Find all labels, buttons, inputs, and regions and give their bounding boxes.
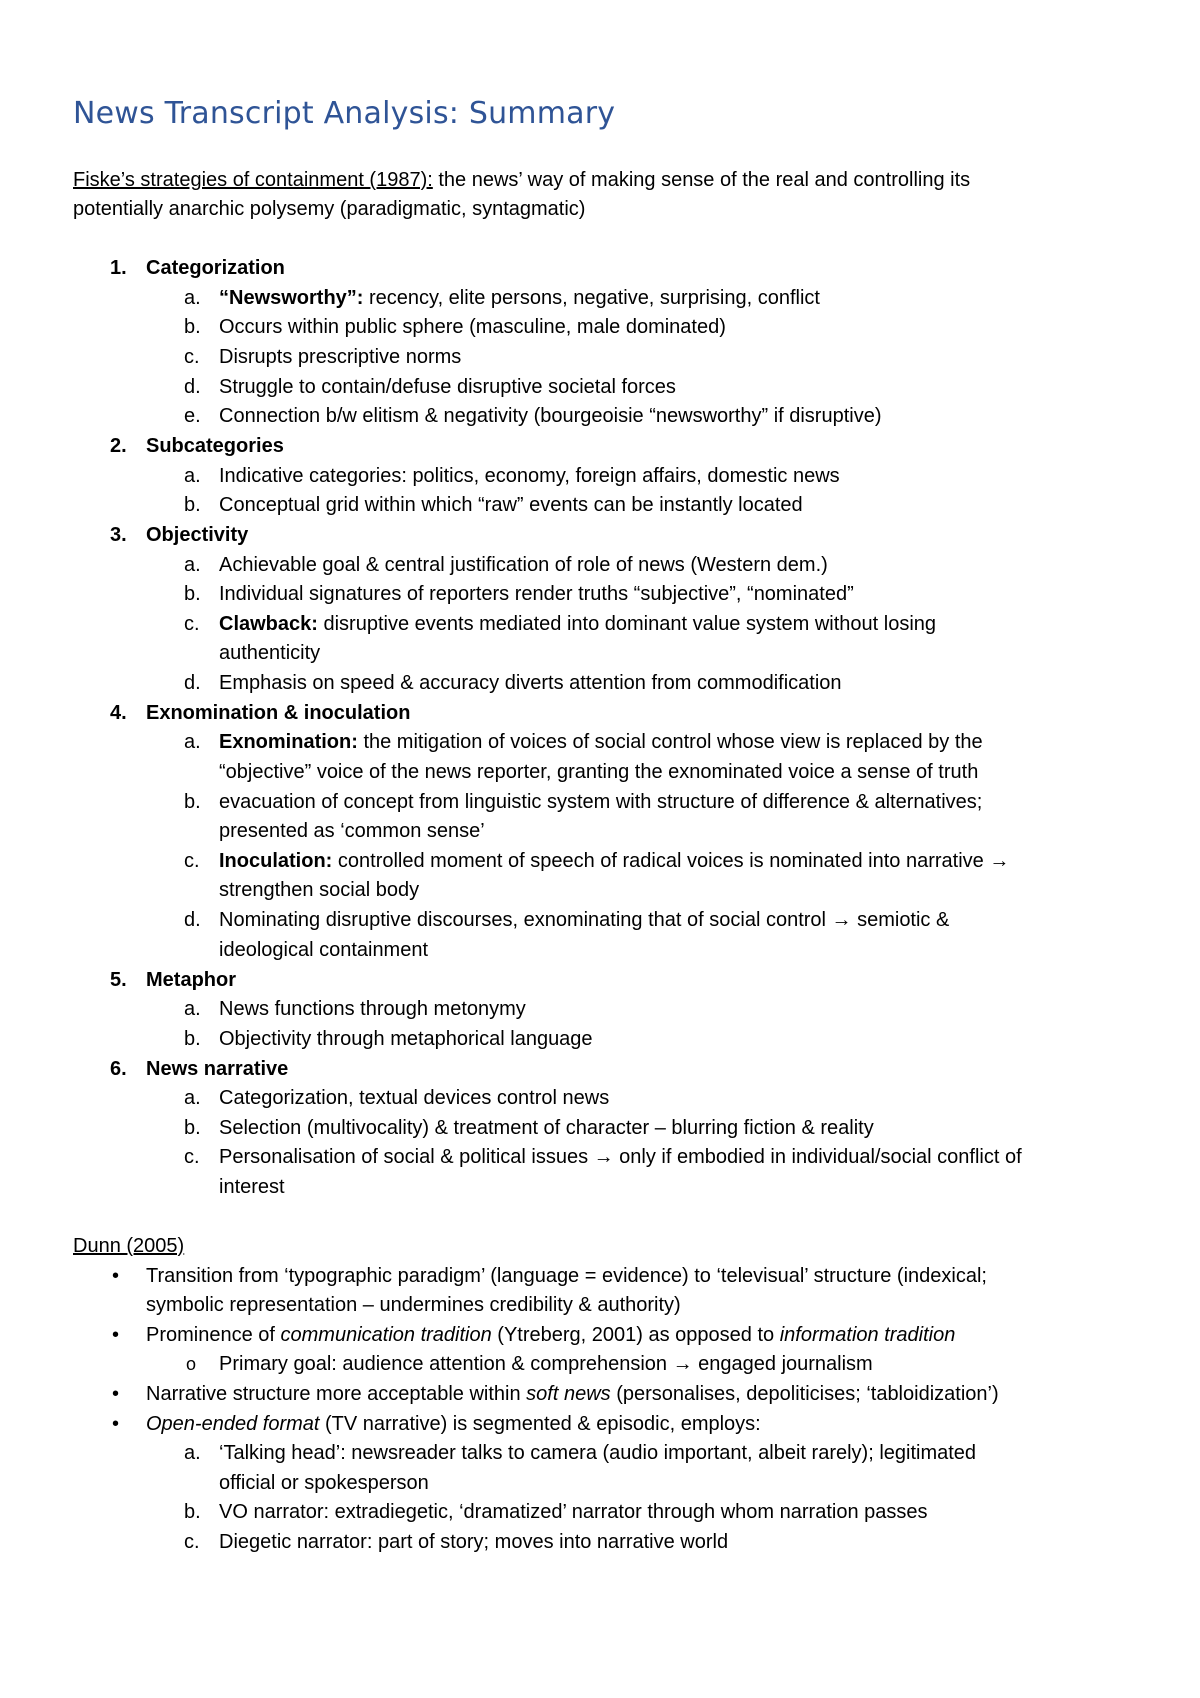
bullet-emphasis: communication tradition — [280, 1324, 492, 1346]
list-item — [219, 612, 936, 636]
item-marker: c. — [184, 1146, 200, 1168]
list-item-cont: ideological containment — [219, 939, 429, 961]
list-item-cont: authenticity — [219, 642, 321, 664]
fiske-intro-text: the news’ way of making sense of the real and controlling its — [432, 169, 971, 191]
item-marker: a. — [184, 1087, 201, 1109]
list-item-cont: interest — [219, 1176, 285, 1198]
item-marker: a. — [184, 465, 201, 487]
list-item: Nominating disruptive discourses, exnominating that of social control → semiotic & — [219, 909, 950, 931]
item-marker: d. — [184, 909, 201, 931]
list-item: Indicative categories: politics, economy, foreign affairs, domestic news — [219, 465, 840, 487]
list-item: Selection (multivocality) & treatment of character – blurring fiction & reality — [219, 1117, 874, 1139]
section-title: Subcategories — [146, 435, 284, 457]
section-number: 6. — [110, 1058, 127, 1080]
list-item: Categorization, textual devices control news — [219, 1087, 610, 1109]
section-title: Objectivity — [146, 524, 249, 546]
section-title: Categorization — [146, 257, 285, 279]
list-item — [219, 286, 820, 310]
item-text: disruptive events mediated into dominant value system without losing — [317, 613, 937, 635]
section-title: News narrative — [146, 1058, 289, 1080]
list-item: Individual signatures of reporters render truths “subjective”, “nominated” — [219, 583, 854, 605]
sub-bullet-item: Primary goal: audience attention & comprehension → engaged journalism — [219, 1353, 873, 1375]
bullet-item-cont: symbolic representation – undermines credibility & authority) — [146, 1294, 681, 1316]
page-title: News Transcript Analysis: Summary — [73, 96, 616, 131]
fiske-heading: Fiske’s strategies of containment (1987): — [73, 169, 433, 191]
list-item-cont: strengthen social body — [219, 879, 420, 901]
list-item-cont: presented as ‘common sense’ — [219, 820, 485, 842]
item-lead: Clawback: — [219, 613, 318, 635]
bullet-emphasis: Open-ended format — [146, 1413, 320, 1435]
list-item: Conceptual grid within which “raw” events can be instantly located — [219, 494, 803, 516]
list-item: Emphasis on speed & accuracy diverts attention from commodification — [219, 672, 842, 694]
fiske-intro — [73, 168, 970, 192]
section-title: Exnomination & inoculation — [146, 702, 411, 724]
bullet-marker: • — [112, 1265, 120, 1287]
list-item: Diegetic narrator: part of story; moves into narrative world — [219, 1531, 729, 1553]
item-marker: d. — [184, 672, 201, 694]
item-text: recency, elite persons, negative, surprising, conflict — [363, 287, 820, 309]
list-item: VO narrator: extradiegetic, ‘dramatized’ narrator through whom narration passes — [219, 1501, 928, 1523]
list-item: Connection b/w elitism & negativity (bourgeoisie “newsworthy” if disruptive) — [219, 405, 882, 427]
list-item: Occurs within public sphere (masculine, male dominated) — [219, 316, 726, 338]
item-marker: a. — [184, 731, 201, 753]
section-number: 1. — [110, 257, 127, 279]
item-marker: c. — [184, 346, 200, 368]
bullet-marker: • — [112, 1324, 120, 1346]
list-item-cont: “objective” voice of the news reporter, granting the exnominated voice a sense of truth — [219, 761, 979, 783]
item-text: the mitigation of voices of social control whose view is replaced by the — [357, 731, 983, 753]
list-item — [219, 849, 1009, 873]
item-marker: b. — [184, 1117, 201, 1139]
section-title: Metaphor — [146, 969, 236, 991]
list-item: Personalisation of social & political issues → only if embodied in individual/social conflict of — [219, 1146, 1022, 1168]
item-text: controlled moment of speech of radical voices is nominated into narrative → — [332, 850, 1010, 872]
item-marker: e. — [184, 405, 201, 427]
dunn-heading: Dunn (2005) — [73, 1235, 185, 1257]
item-lead: “Newsworthy”: — [219, 287, 364, 309]
bullet-emphasis: soft news — [526, 1383, 611, 1405]
bullet-text: (Ytreberg, 2001) as opposed to — [491, 1324, 780, 1346]
item-marker: b. — [184, 1028, 201, 1050]
list-item: Disrupts prescriptive norms — [219, 346, 462, 368]
item-marker: c. — [184, 1531, 200, 1553]
item-marker: a. — [184, 1442, 201, 1464]
item-marker: a. — [184, 287, 201, 309]
section-number: 2. — [110, 435, 127, 457]
bullet-text: (TV narrative) is segmented & episodic, employs: — [319, 1413, 761, 1435]
bullet-text: (personalises, depoliticises; ‘tabloidization’) — [610, 1383, 999, 1405]
list-item — [219, 730, 983, 754]
bullet-item — [146, 1323, 955, 1347]
list-item: evacuation of concept from linguistic system with structure of difference & alternatives; — [219, 791, 983, 813]
fiske-intro-cont: potentially anarchic polysemy (paradigmatic, syntagmatic) — [73, 198, 586, 220]
section-number: 4. — [110, 702, 127, 724]
bullet-marker: • — [112, 1413, 120, 1435]
sub-bullet-marker: o — [186, 1354, 197, 1374]
bullet-item — [146, 1412, 761, 1436]
bullet-text: Narrative structure more acceptable within — [146, 1383, 527, 1405]
bullet-item — [146, 1382, 999, 1406]
item-lead: Exnomination: — [219, 731, 358, 753]
item-marker: b. — [184, 316, 201, 338]
section-number: 3. — [110, 524, 127, 546]
item-marker: a. — [184, 554, 201, 576]
list-item: ‘Talking head’: newsreader talks to camera (audio important, albeit rarely); legitimated — [219, 1442, 977, 1464]
list-item-cont: official or spokesperson — [219, 1472, 429, 1494]
item-marker: b. — [184, 494, 201, 516]
list-item: Objectivity through metaphorical language — [219, 1028, 593, 1050]
item-marker: c. — [184, 613, 200, 635]
list-item: Struggle to contain/defuse disruptive societal forces — [219, 376, 676, 398]
list-item: News functions through metonymy — [219, 998, 526, 1020]
item-marker: b. — [184, 1501, 201, 1523]
list-item: Achievable goal & central justification of role of news (Western dem.) — [219, 554, 828, 576]
item-marker: c. — [184, 850, 200, 872]
item-marker: b. — [184, 791, 201, 813]
item-marker: a. — [184, 998, 201, 1020]
item-marker: b. — [184, 583, 201, 605]
item-marker: d. — [184, 376, 201, 398]
item-lead: Inoculation: — [219, 850, 333, 872]
bullet-marker: • — [112, 1383, 120, 1405]
bullet-item: Transition from ‘typographic paradigm’ (language = evidence) to ‘televisual’ structure (indexical; — [146, 1265, 987, 1287]
section-number: 5. — [110, 969, 127, 991]
bullet-emphasis: information tradition — [779, 1324, 956, 1346]
bullet-text: Prominence of — [146, 1324, 281, 1346]
